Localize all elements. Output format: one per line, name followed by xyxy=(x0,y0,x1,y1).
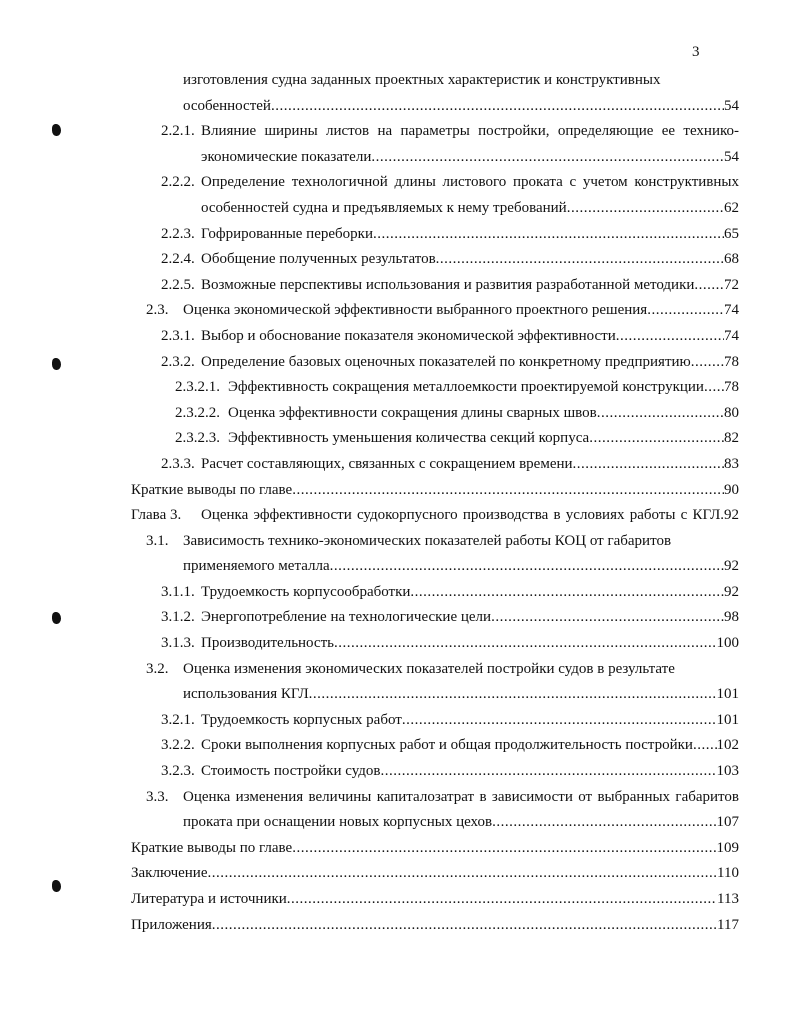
toc-entry[interactable] xyxy=(131,733,739,759)
page-number: 3 xyxy=(692,44,700,60)
toc-entry[interactable] xyxy=(131,759,739,785)
toc-entry-title: проката при оснащении новых корпусных цехов xyxy=(183,814,493,831)
toc-entry-title: Эффективность сокращения металлоемкости проектируемой конструкции xyxy=(228,379,704,396)
toc-entry-title: Определение технологичной длины листового проката с учетом конструктивных xyxy=(201,174,739,191)
toc-entry-title: Выбор и обоснование показателя экономической эффективности xyxy=(201,327,616,344)
toc-entry-title: использования КГЛ xyxy=(183,686,309,703)
toc-entry-page: 109 xyxy=(716,839,739,856)
toc-entry-page: 74 xyxy=(724,327,739,344)
toc-entry-title: Приложения xyxy=(131,916,212,933)
toc-entry-page: 82 xyxy=(724,430,739,447)
toc-entry-title: Заключение xyxy=(131,865,208,882)
toc-entry[interactable] xyxy=(131,94,739,120)
toc-entry[interactable] xyxy=(131,785,739,811)
dot-leader xyxy=(309,682,717,708)
toc-entry-number: 3.2. xyxy=(146,660,169,677)
toc-entry-title: Зависимость технико-экономических показателей работы КОЦ от габаритов xyxy=(183,532,672,549)
toc-entry-page: 92 xyxy=(724,558,739,575)
toc-entry[interactable] xyxy=(131,273,739,299)
dot-leader xyxy=(589,426,724,452)
toc-entry-title: Краткие выводы по главе xyxy=(131,481,293,498)
toc-entry-title: Оценка экономической эффективности выбранного проектного решения xyxy=(183,302,648,319)
toc-entry[interactable] xyxy=(131,913,739,939)
punch-mark xyxy=(52,612,61,624)
dot-leader xyxy=(436,247,724,273)
toc-entry-page: 90 xyxy=(724,481,739,498)
toc-entry-page: 101 xyxy=(716,686,739,703)
dot-leader xyxy=(208,861,718,887)
dot-leader xyxy=(597,401,724,427)
toc-entry-title: Влияние ширины листов на параметры постройки, определяющие ее технико- xyxy=(201,123,739,140)
toc-entry-number: 2.2.1. xyxy=(161,123,195,140)
toc-entry[interactable] xyxy=(131,682,739,708)
toc-entry-page: 113 xyxy=(717,891,739,907)
toc-entry-number: 2.3.2.3. xyxy=(175,430,220,447)
toc-entry-number: 2.2.2. xyxy=(161,174,195,191)
toc-entry[interactable] xyxy=(131,631,739,657)
dot-leader xyxy=(292,836,716,862)
dot-leader xyxy=(410,580,724,606)
toc-entry[interactable] xyxy=(131,247,739,273)
toc-entry-number: 3.1.2. xyxy=(161,609,195,626)
toc-entry-page: 83 xyxy=(724,455,739,472)
toc-entry-title: Обобщение полученных результатов xyxy=(201,251,436,268)
dot-leader xyxy=(402,708,717,734)
punch-mark xyxy=(52,880,61,892)
dot-leader xyxy=(567,196,724,222)
toc-entry[interactable] xyxy=(131,810,739,836)
toc-entry-title: Сроки выполнения корпусных работ и общая продолжительность постройки xyxy=(201,737,693,754)
dot-leader xyxy=(373,222,724,248)
toc-entry-page: 98 xyxy=(724,609,739,626)
toc-entry-title: особенностей судна и предъявляемых к нему требований xyxy=(201,199,567,216)
dot-leader xyxy=(212,913,717,939)
toc-entry-title: Оценка изменения экономических показателей постройки судов в результате xyxy=(183,660,675,677)
toc-entry-title: Энергопотребление на технологические цели xyxy=(201,609,492,626)
toc-entry[interactable] xyxy=(131,580,739,606)
toc-entry-page: 107 xyxy=(716,814,739,831)
toc-entry[interactable] xyxy=(131,503,739,529)
dot-leader xyxy=(704,375,724,401)
toc-entry-page: 78 xyxy=(724,353,739,370)
toc-entry[interactable] xyxy=(131,170,739,196)
toc-entry-page: 68 xyxy=(724,251,739,268)
toc-entry-title: Оценка изменения величины капиталозатрат в зависимости от выбранных габаритов xyxy=(183,788,739,805)
dot-leader xyxy=(616,324,724,350)
dot-leader xyxy=(380,759,716,785)
toc-entry[interactable] xyxy=(131,401,739,427)
dot-leader xyxy=(330,554,724,580)
toc-entry[interactable] xyxy=(131,605,739,631)
toc-entry-page: 72 xyxy=(724,276,739,293)
toc-entry[interactable] xyxy=(131,119,739,145)
toc-entry-number: 2.3.2.2. xyxy=(175,404,220,421)
toc-entry-number: 2.3.2. xyxy=(161,353,195,370)
dot-leader xyxy=(691,350,724,376)
toc-entry[interactable] xyxy=(131,375,739,401)
toc-entry-number: 3.1.1. xyxy=(161,583,195,600)
dot-leader xyxy=(334,631,717,657)
toc-entry-number: Глава 3. xyxy=(131,507,182,524)
toc-entry-number: 3.2.1. xyxy=(161,711,195,728)
toc-entry-title: особенностей xyxy=(183,97,271,114)
toc-entry-page: 110 xyxy=(717,865,739,882)
toc-entry[interactable] xyxy=(131,324,739,350)
toc-entry-number: 2.2.3. xyxy=(161,225,195,242)
toc-entry-page: 103 xyxy=(716,763,739,780)
toc-entry[interactable] xyxy=(131,478,739,504)
table-of-contents xyxy=(131,68,739,938)
dot-leader xyxy=(647,298,724,324)
punch-mark xyxy=(52,124,61,136)
toc-entry-page: 54 xyxy=(724,148,739,165)
toc-entry-page: 62 xyxy=(724,199,739,216)
toc-entry-title: Стоимость постройки судов xyxy=(201,763,381,780)
toc-entry-page: 92 xyxy=(724,583,739,600)
toc-entry-page: 101 xyxy=(716,711,739,728)
toc-entry-title: Возможные перспективы использования и развития разработанной методики xyxy=(201,276,695,293)
toc-entry[interactable] xyxy=(131,452,739,478)
dot-leader xyxy=(271,94,724,120)
dot-leader xyxy=(694,273,724,299)
toc-entry-page: 102 xyxy=(716,737,739,754)
toc-entry[interactable] xyxy=(131,554,739,580)
toc-entry[interactable] xyxy=(131,145,739,171)
toc-entry[interactable] xyxy=(131,836,739,862)
toc-entry-page: 80 xyxy=(724,404,739,421)
toc-entry-title: Гофрированные переборки xyxy=(201,225,373,242)
dot-leader xyxy=(491,605,724,631)
toc-entry-title: применяемого металла xyxy=(183,558,330,575)
toc-entry[interactable] xyxy=(131,222,739,248)
dot-leader xyxy=(573,452,724,478)
toc-entry-title: изготовления судна заданных проектных характеристик и конструктивных xyxy=(183,72,661,88)
toc-entry-title: Трудоемкость корпусообработки xyxy=(201,583,411,600)
dot-leader xyxy=(371,145,724,171)
toc-entry[interactable] xyxy=(131,426,739,452)
toc-entry-number: 2.3.3. xyxy=(161,455,195,472)
toc-entry-number: 3.1.3. xyxy=(161,635,195,652)
toc-entry-title: Производительность xyxy=(201,635,334,652)
toc-entry-number: 2.3. xyxy=(146,302,169,319)
dot-leader xyxy=(693,733,717,759)
toc-entry-number: 2.2.4. xyxy=(161,251,195,268)
toc-entry-number: 2.2.5. xyxy=(161,276,195,293)
dot-leader xyxy=(292,478,724,504)
toc-entry[interactable] xyxy=(131,887,739,913)
toc-entry[interactable] xyxy=(131,529,739,555)
toc-entry-title: Расчет составляющих, связанных с сокращением времени xyxy=(201,455,573,472)
toc-entry-page: 78 xyxy=(724,379,739,396)
toc-entry-title: Оценка эффективности судокорпусного производства в условиях работы с КГЛ.92 xyxy=(201,507,739,524)
toc-entry-number: 3.2.3. xyxy=(161,763,195,780)
punch-mark xyxy=(52,358,61,370)
toc-entry-page: 54 xyxy=(724,97,739,114)
toc-entry-page: 100 xyxy=(716,635,739,652)
toc-entry-title: экономические показатели xyxy=(201,148,372,165)
toc-entry-title: Определение базовых оценочных показателей по конкретному предприятию xyxy=(201,353,691,370)
toc-entry[interactable] xyxy=(131,196,739,222)
toc-entry-number: 3.2.2. xyxy=(161,737,195,754)
toc-entry-number: 2.3.2.1. xyxy=(175,379,220,396)
toc-entry[interactable] xyxy=(131,298,739,324)
toc-entry-number: 2.3.1. xyxy=(161,327,195,344)
toc-entry-title: Эффективность уменьшения количества секций корпуса xyxy=(228,430,590,447)
toc-entry-page: 74 xyxy=(724,302,739,319)
dot-leader xyxy=(287,887,717,913)
toc-entry[interactable] xyxy=(131,350,739,376)
toc-entry-page: 117 xyxy=(717,916,739,933)
toc-entry[interactable] xyxy=(131,861,739,887)
toc-entry-title: Краткие выводы по главе xyxy=(131,839,293,856)
toc-entry[interactable] xyxy=(131,708,739,734)
toc-entry-page: 65 xyxy=(724,225,739,242)
dot-leader xyxy=(492,810,716,836)
toc-entry[interactable] xyxy=(131,68,739,94)
toc-entry-title: Оценка эффективности сокращения длины сварных швов xyxy=(228,404,597,421)
toc-entry-number: 3.1. xyxy=(146,532,169,549)
toc-entry[interactable] xyxy=(131,657,739,683)
toc-entry-number: 3.3. xyxy=(146,788,169,805)
toc-entry-title: Трудоемкость корпусных работ xyxy=(201,711,402,728)
toc-entry-title: Литература и источники xyxy=(131,891,287,907)
